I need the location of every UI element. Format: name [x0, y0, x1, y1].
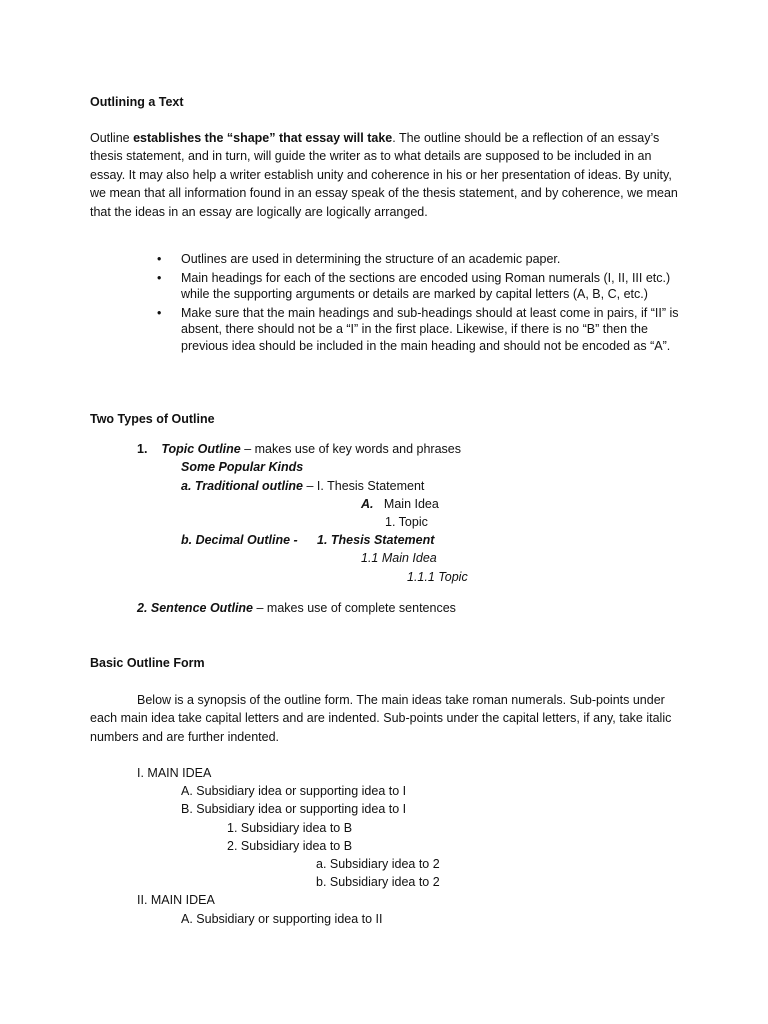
bullet-dot: •	[157, 305, 162, 320]
bullet-text: Make sure that the main headings and sub-headings should at least come in pairs, if “II” is absent, there should not be a “I” in the first place. Likewise, if there is no “B” then the previous idea should be included in the main heading and should not be encoded as “A”.	[181, 305, 679, 353]
outline-line-subsidiary-a-ii: A. Subsidiary or supporting idea to II	[181, 912, 383, 926]
heading-basic-outline-form: Basic Outline Form	[90, 656, 205, 670]
intro-body: . The outline should be a reflection of an essay’s thesis statement, and in turn, will guide the writer as to what details are supposed to be included in an essay. It may also help a writer establish unity and coherence in his or her presentation of ideas. By unity, we mean that all information found in an essay speak of the thesis statement, and by coherence, we mean that the ideas in an essay are logically are logically arranged.	[90, 131, 678, 219]
decimal-outline-line	[181, 531, 298, 549]
topic-outline-number: 1.	[137, 442, 148, 456]
traditional-topic-line: 1. Topic	[385, 515, 428, 529]
bullet-item	[157, 305, 681, 355]
outline-line-main-idea-2: II. MAIN IDEA	[137, 893, 215, 907]
decimal-topic: 1.1.1 Topic	[407, 570, 468, 584]
decimal-outline-label: b. Decimal Outline -	[181, 533, 298, 547]
bullet-dot: •	[157, 270, 162, 285]
traditional-letter-a: A.	[361, 497, 374, 511]
traditional-outline-thesis: – I. Thesis Statement	[303, 479, 425, 493]
traditional-outline-line	[181, 477, 424, 495]
some-popular-kinds: Some Popular Kinds	[181, 460, 304, 474]
decimal-thesis-statement: 1. Thesis Statement	[317, 533, 435, 547]
outline-line-main-idea-1: I. MAIN IDEA	[137, 766, 212, 780]
bullet-dot: •	[157, 252, 162, 266]
sentence-outline-description: – makes use of complete sentences	[253, 601, 456, 615]
decimal-main-idea: 1.1 Main Idea	[361, 551, 437, 565]
bullet-item	[157, 270, 681, 303]
traditional-main-idea-line	[361, 495, 439, 513]
intro-bold-phrase: establishes the “shape” that essay will take	[133, 131, 393, 145]
sentence-outline-label: 2. Sentence Outline	[137, 601, 254, 615]
outline-line-subsidiary-a-lower: a. Subsidiary idea to 2	[316, 857, 440, 871]
bullet-text: Outlines are used in determining the structure of an academic paper.	[181, 252, 561, 266]
topic-outline-label: Topic Outline	[161, 442, 241, 456]
sentence-outline-line	[137, 599, 456, 617]
traditional-outline-label: a. Traditional outline	[181, 479, 304, 493]
traditional-main-idea: Main Idea	[383, 497, 439, 511]
topic-outline-description: – makes use of key words and phrases	[240, 442, 462, 456]
intro-paragraph	[90, 129, 682, 221]
intro-lead: Outline	[90, 131, 134, 145]
heading-two-types-of-outline: Two Types of Outline	[90, 412, 215, 426]
outline-line-subsidiary-b: B. Subsidiary idea or supporting idea to I	[181, 802, 407, 816]
outline-line-subsidiary-b-lower: b. Subsidiary idea to 2	[316, 875, 440, 889]
outline-bullet-list	[157, 251, 681, 357]
outline-line-subsidiary-a: A. Subsidiary idea or supporting idea to I	[181, 784, 407, 798]
bullet-item	[157, 251, 681, 268]
outline-line-subsidiary-2: 2. Subsidiary idea to B	[227, 839, 353, 853]
outline-line-subsidiary-1: 1. Subsidiary idea to B	[227, 821, 353, 835]
basic-outline-paragraph: Below is a synopsis of the outline form. The main ideas take roman numerals. Sub-points under each main idea take capital letters and are indented. Sub-points under the capital letters, if any, take italic numbers and are further indented.	[90, 693, 672, 744]
heading-outlining-a-text: Outlining a Text	[90, 95, 184, 109]
topic-outline-line	[137, 440, 461, 458]
bullet-text: Main headings for each of the sections are encoded using Roman numerals (I, II, III etc.) while the supporting arguments or details are marked by capital letters (A, B, C, etc.)	[181, 270, 671, 302]
